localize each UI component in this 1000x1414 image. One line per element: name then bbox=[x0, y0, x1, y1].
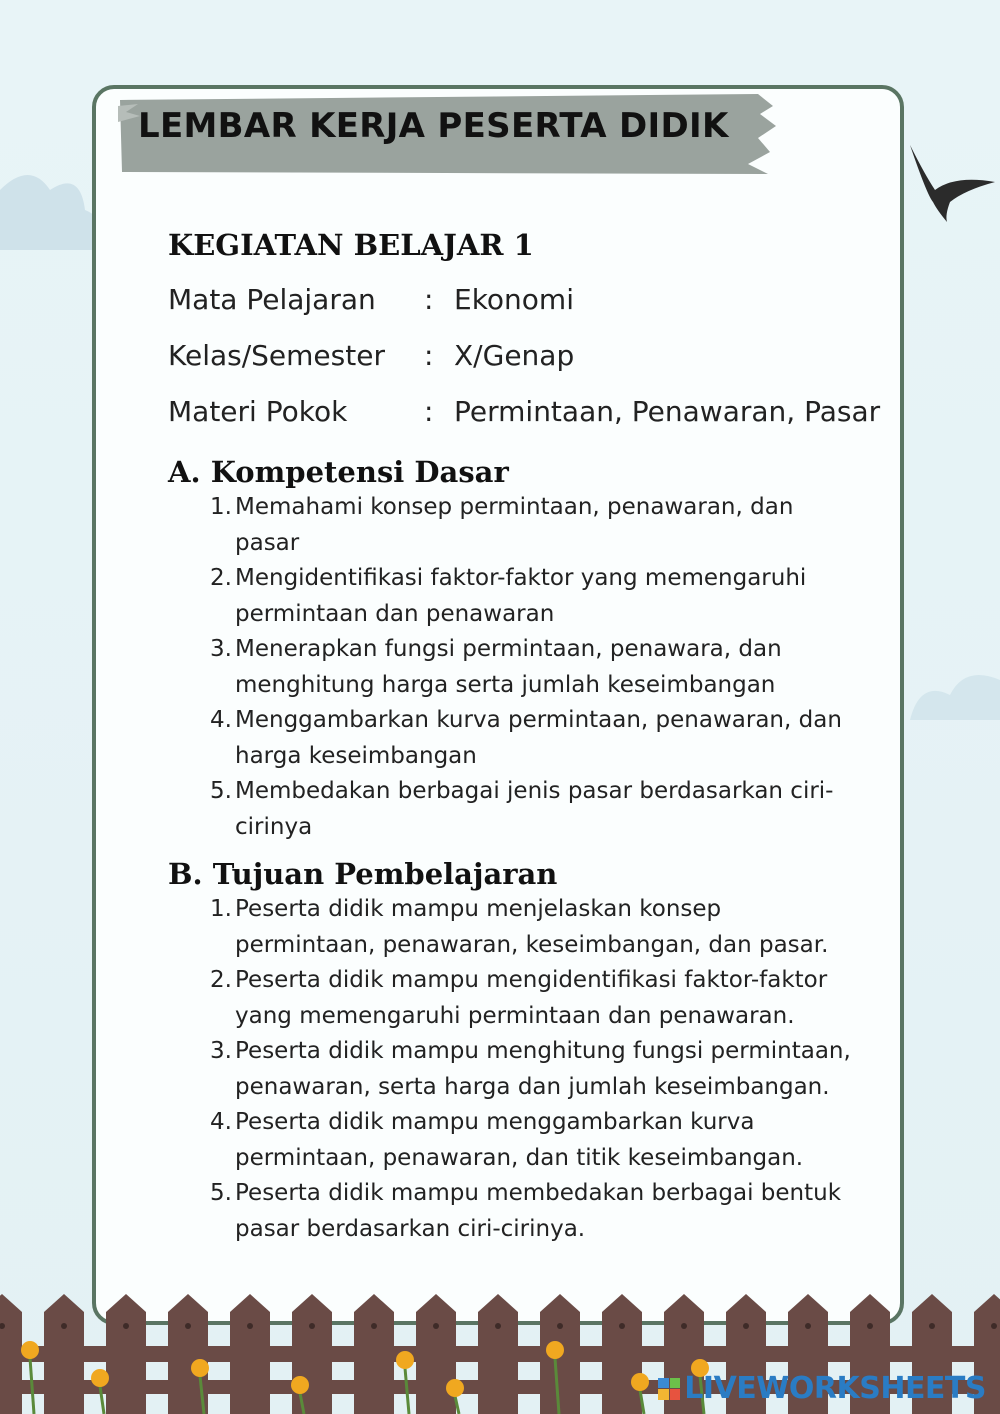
item-line: Menerapkan fungsi permintaan, penawara, dan bbox=[235, 636, 782, 662]
cloud-icon bbox=[900, 640, 1000, 740]
fence-picket bbox=[416, 1294, 456, 1414]
fence-nail bbox=[681, 1323, 687, 1329]
liveworksheets-watermark bbox=[658, 1371, 986, 1406]
flower-icon bbox=[546, 1341, 564, 1359]
fence-nail bbox=[309, 1323, 315, 1329]
item-number: 5. bbox=[210, 1180, 232, 1206]
item-line: pasar berdasarkan ciri-cirinya. bbox=[235, 1215, 586, 1242]
item-line: Peserta didik mampu menggambarkan kurva bbox=[235, 1109, 755, 1135]
item-number: 5. bbox=[210, 778, 232, 804]
section-title-tujuan: B. Tujuan Pembelajaran bbox=[168, 857, 558, 891]
fence-picket bbox=[230, 1294, 270, 1414]
item-line: Membedakan berbagai jenis pasar berdasarkan ciri- bbox=[235, 778, 834, 804]
list-item bbox=[210, 632, 860, 703]
item-line: Memahami konsep permintaan, penawaran, dan bbox=[235, 494, 794, 520]
item-line: Menggambarkan kurva permintaan, penawaran, dan bbox=[235, 707, 842, 733]
item-number: 4. bbox=[210, 707, 232, 733]
list-item bbox=[210, 963, 860, 1034]
fence-nail bbox=[557, 1323, 563, 1329]
fence-nail bbox=[495, 1323, 501, 1329]
list-item bbox=[210, 1034, 860, 1105]
list-item bbox=[210, 561, 860, 632]
item-line: Peserta didik mampu menjelaskan konsep bbox=[235, 896, 722, 922]
fence-nail bbox=[247, 1323, 253, 1329]
kompetensi-list bbox=[210, 490, 860, 845]
item-number: 1. bbox=[210, 494, 232, 520]
fence-nail bbox=[743, 1323, 749, 1329]
fence-nail bbox=[805, 1323, 811, 1329]
info-colon: : bbox=[424, 283, 434, 316]
item-line: permintaan, penawaran, keseimbangan, dan pasar. bbox=[235, 931, 829, 958]
item-line: Peserta didik mampu membedakan berbagai bentuk bbox=[235, 1180, 842, 1206]
page-title: LEMBAR KERJA PESERTA DIDIK bbox=[138, 106, 729, 146]
item-line: pasar bbox=[235, 529, 300, 556]
watermark-text: LIVEWORKSHEETS bbox=[684, 1371, 986, 1406]
fence-nail bbox=[123, 1323, 129, 1329]
info-key: Materi Pokok bbox=[168, 395, 348, 428]
flower-icon bbox=[21, 1341, 39, 1359]
item-line: yang memengaruhi permintaan dan penawaran. bbox=[235, 1002, 795, 1029]
title-banner bbox=[118, 92, 778, 176]
flower-icon bbox=[91, 1369, 109, 1387]
fence-picket bbox=[478, 1294, 518, 1414]
info-value: X/Genap bbox=[454, 339, 575, 372]
info-value: Permintaan, Penawaran, Pasar bbox=[454, 395, 881, 428]
flower-icon bbox=[631, 1373, 649, 1391]
info-value: Ekonomi bbox=[454, 283, 574, 316]
info-key: Mata Pelajaran bbox=[168, 283, 376, 316]
item-line: penawaran, serta harga dan jumlah keseimbangan. bbox=[235, 1073, 830, 1100]
item-number: 2. bbox=[210, 565, 232, 591]
item-number: 2. bbox=[210, 967, 232, 993]
item-line: harga keseimbangan bbox=[235, 742, 477, 769]
fence-picket bbox=[602, 1294, 642, 1414]
fence-nail bbox=[619, 1323, 625, 1329]
fence-nail bbox=[371, 1323, 377, 1329]
list-item bbox=[210, 892, 860, 963]
item-number: 3. bbox=[210, 636, 232, 662]
fence-nail bbox=[61, 1323, 67, 1329]
list-item bbox=[210, 490, 860, 561]
item-line: Mengidentifikasi faktor-faktor yang memengaruhi bbox=[235, 565, 807, 591]
item-line: permintaan dan penawaran bbox=[235, 600, 555, 627]
info-key: Kelas/Semester bbox=[168, 339, 385, 372]
item-line: Peserta didik mampu mengidentifikasi faktor-faktor bbox=[235, 967, 828, 993]
fence-nail bbox=[929, 1323, 935, 1329]
list-item bbox=[210, 774, 860, 845]
tujuan-list bbox=[210, 892, 860, 1247]
item-number: 4. bbox=[210, 1109, 232, 1135]
flower-stem bbox=[30, 1358, 34, 1414]
fence-picket bbox=[0, 1294, 22, 1414]
item-number: 3. bbox=[210, 1038, 232, 1064]
activity-title: KEGIATAN BELAJAR 1 bbox=[168, 228, 534, 262]
fence-picket bbox=[44, 1294, 84, 1414]
list-item bbox=[210, 703, 860, 774]
flower-icon bbox=[291, 1376, 309, 1394]
fence-nail bbox=[433, 1323, 439, 1329]
flower-icon bbox=[446, 1379, 464, 1397]
item-line: Peserta didik mampu menghitung fungsi permintaan, bbox=[235, 1038, 851, 1064]
bird-icon bbox=[905, 140, 1000, 225]
item-number: 1. bbox=[210, 896, 232, 922]
item-line: permintaan, penawaran, dan titik keseimbangan. bbox=[235, 1144, 804, 1171]
liveworksheets-logo-icon bbox=[658, 1378, 680, 1400]
info-colon: : bbox=[424, 339, 434, 372]
fence-picket bbox=[354, 1294, 394, 1414]
fence-picket bbox=[106, 1294, 146, 1414]
item-line: cirinya bbox=[235, 813, 313, 840]
list-item bbox=[210, 1176, 860, 1247]
list-item bbox=[210, 1105, 860, 1176]
flower-icon bbox=[396, 1351, 414, 1369]
flower-stem bbox=[405, 1368, 409, 1414]
fence-picket bbox=[292, 1294, 332, 1414]
info-colon: : bbox=[424, 395, 434, 428]
item-line: menghitung harga serta jumlah keseimbangan bbox=[235, 671, 776, 698]
fence-nail bbox=[867, 1323, 873, 1329]
section-title-kompetensi: A. Kompetensi Dasar bbox=[168, 455, 509, 489]
fence-nail bbox=[991, 1323, 997, 1329]
flower-icon bbox=[191, 1359, 209, 1377]
fence-nail bbox=[185, 1323, 191, 1329]
